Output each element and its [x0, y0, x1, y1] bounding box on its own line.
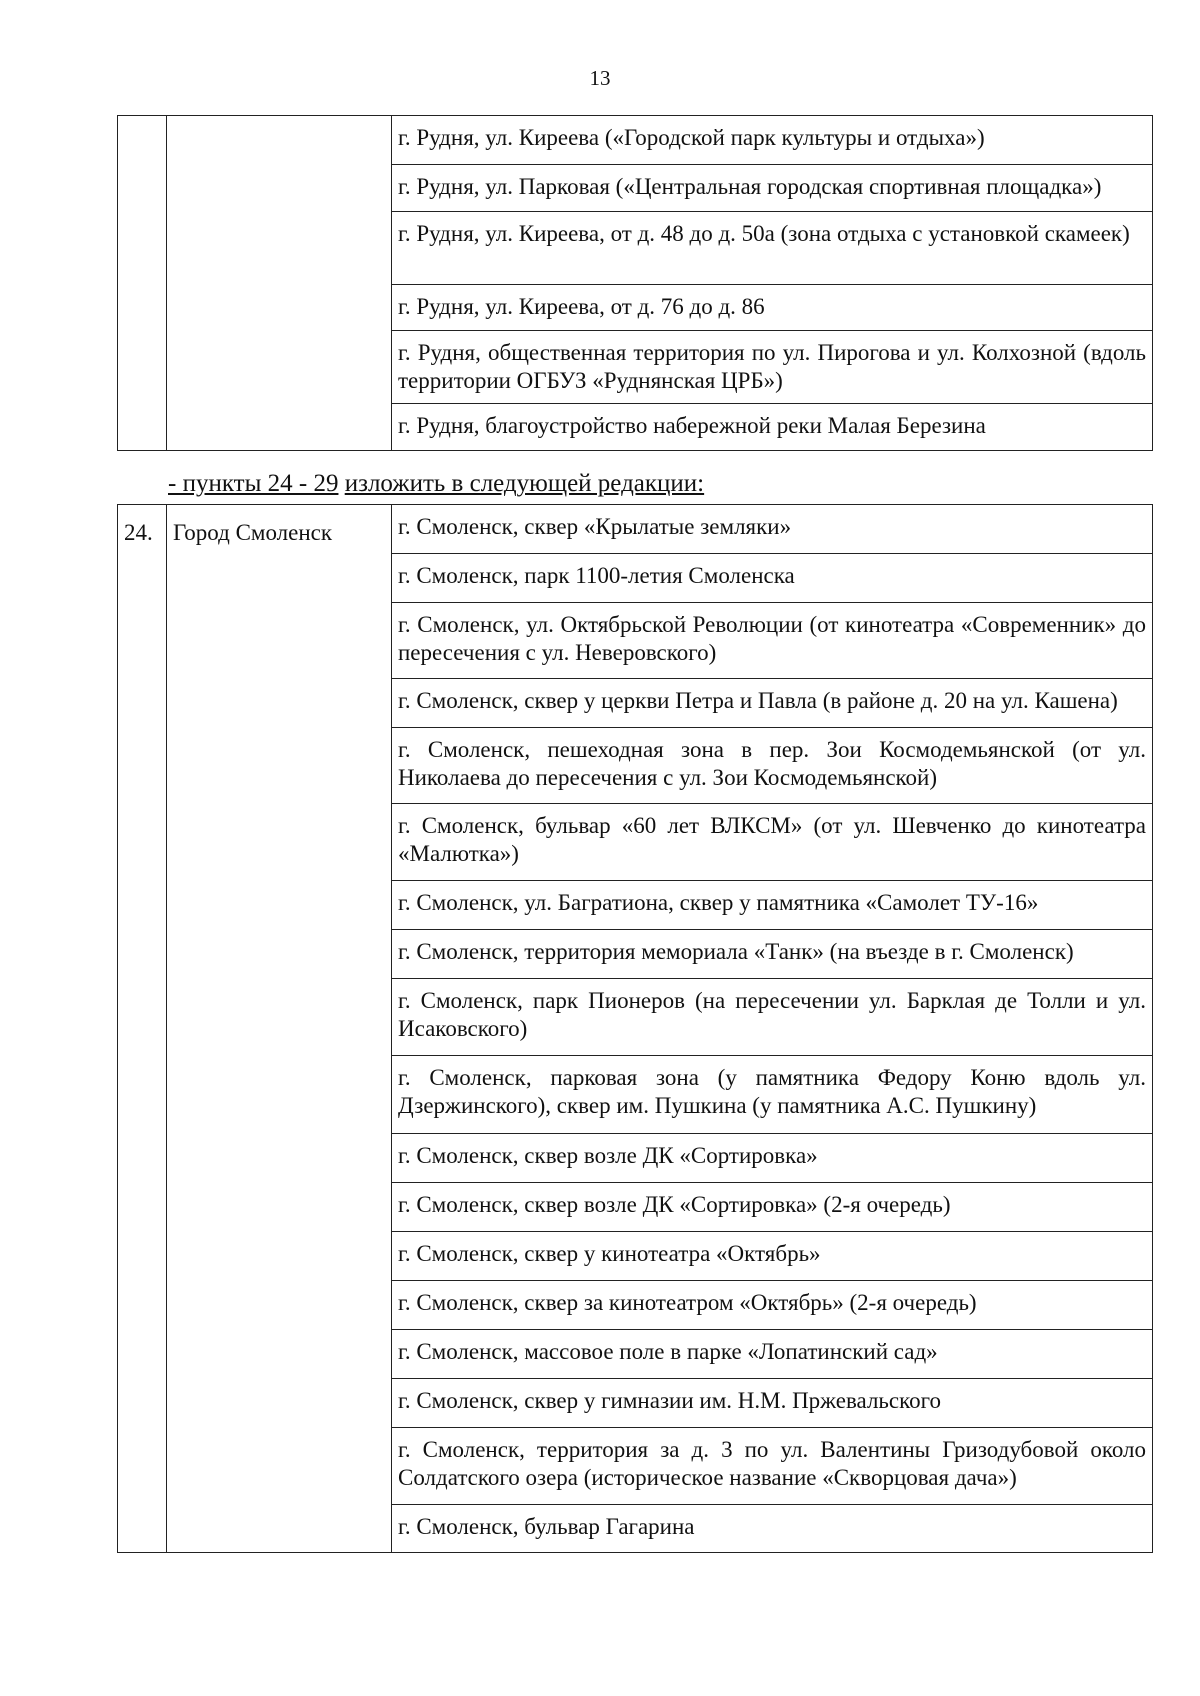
item-number-cell	[118, 505, 167, 1553]
location-text: г. Смоленск, парковая зона (у памятника Федору Коню вдоль ул. Дзержинского), сквер им. Пушкина (у памятника А.С. Пушкину)	[398, 1065, 1146, 1118]
location-cell	[392, 1232, 1153, 1281]
locations-table-continued	[117, 115, 1153, 451]
location-cell	[392, 1281, 1153, 1330]
item-name-cell	[167, 116, 392, 451]
location-cell	[392, 116, 1153, 165]
location-text: г. Смоленск, сквер за кинотеатром «Октябрь» (2-я очередь)	[398, 1290, 977, 1315]
location-cell	[392, 1330, 1153, 1379]
location-cell	[392, 728, 1153, 804]
location-cell	[392, 331, 1153, 404]
item-name: Город Смоленск	[173, 520, 333, 545]
location-text: г. Смоленск, территория за д. 3 по ул. Валентины Гризодубовой около Солдатского озера (историческое название «Скворцовая дача»)	[398, 1437, 1146, 1490]
location-cell	[392, 1428, 1153, 1505]
location-text: г. Смоленск, парк Пионеров (на пересечении ул. Барклая де Толли и ул. Исаковского)	[398, 988, 1146, 1041]
item-number-cell	[118, 116, 167, 451]
location-cell	[392, 212, 1153, 285]
location-text: г. Смоленск, парк 1100-летия Смоленска	[398, 563, 795, 588]
location-cell	[392, 1183, 1153, 1232]
location-text: г. Рудня, общественная территория по ул. Пирогова и ул. Колхозной (вдоль территории ОГБУЗ «Руднянская ЦРБ»)	[398, 340, 1146, 393]
location-text: г. Смоленск, сквер у церкви Петра и Павла (в районе д. 20 на ул. Кашена)	[398, 688, 1118, 713]
location-text: г. Смоленск, ул. Октябрьской Революции (от кинотеатра «Современник» до пересечения с ул. Неверовского)	[398, 612, 1146, 665]
location-cell	[392, 804, 1153, 881]
amendment-text: изложить в следующей редакции:	[344, 470, 705, 497]
amendment-prefix: - пункты 24 - 29	[168, 470, 339, 497]
locations-table-smolensk	[117, 504, 1153, 1553]
location-text: г. Смоленск, территория мемориала «Танк» (на въезде в г. Смоленск)	[398, 939, 1074, 964]
location-text: г. Смоленск, ул. Багратиона, сквер у памятника «Самолет ТУ-16»	[398, 890, 1039, 915]
location-text: г. Смоленск, сквер возле ДК «Сортировка» (2-я очередь)	[398, 1192, 951, 1217]
location-text: г. Рудня, ул. Парковая («Центральная городская спортивная площадка»)	[398, 174, 1102, 199]
location-cell	[392, 1134, 1153, 1183]
location-text: г. Рудня, благоустройство набережной реки Малая Березина	[398, 413, 986, 438]
amendment-instruction	[168, 470, 704, 498]
location-text: г. Рудня, ул. Киреева, от д. 76 до д. 86	[398, 294, 765, 319]
location-text: г. Смоленск, сквер «Крылатые земляки»	[398, 514, 792, 539]
location-text: г. Рудня, ул. Киреева, от д. 48 до д. 50а (зона отдыха с установкой скамеек)	[398, 221, 1130, 246]
location-text: г. Смоленск, сквер возле ДК «Сортировка»	[398, 1143, 818, 1168]
location-cell	[392, 679, 1153, 728]
table-row	[118, 116, 1153, 165]
location-text: г. Рудня, ул. Киреева («Городской парк культуры и отдыха»)	[398, 125, 985, 150]
page-number: 13	[589, 66, 611, 90]
location-text: г. Смоленск, пешеходная зона в пер. Зои Космодемьянской (от ул. Николаева до пересечения с ул. Зои Космодемьянской)	[398, 737, 1146, 790]
location-cell	[392, 930, 1153, 979]
location-cell	[392, 979, 1153, 1056]
table-row	[118, 505, 1153, 554]
item-name-cell	[167, 505, 392, 1553]
location-cell	[392, 1056, 1153, 1134]
location-cell	[392, 1379, 1153, 1428]
location-text: г. Смоленск, сквер у кинотеатра «Октябрь»	[398, 1241, 821, 1266]
location-cell	[392, 603, 1153, 679]
location-cell	[392, 1505, 1153, 1553]
location-cell	[392, 404, 1153, 451]
location-text: г. Смоленск, бульвар «60 лет ВЛКСМ» (от ул. Шевченко до кинотеатра «Малютка»)	[398, 813, 1146, 866]
location-text: г. Смоленск, бульвар Гагарина	[398, 1514, 695, 1539]
item-number: 24.	[124, 520, 153, 545]
location-text: г. Смоленск, массовое поле в парке «Лопатинский сад»	[398, 1339, 938, 1364]
location-cell	[392, 881, 1153, 930]
location-cell	[392, 505, 1153, 554]
location-cell	[392, 165, 1153, 212]
location-text: г. Смоленск, сквер у гимназии им. Н.М. Пржевальского	[398, 1388, 941, 1413]
location-cell	[392, 285, 1153, 331]
location-cell	[392, 554, 1153, 603]
